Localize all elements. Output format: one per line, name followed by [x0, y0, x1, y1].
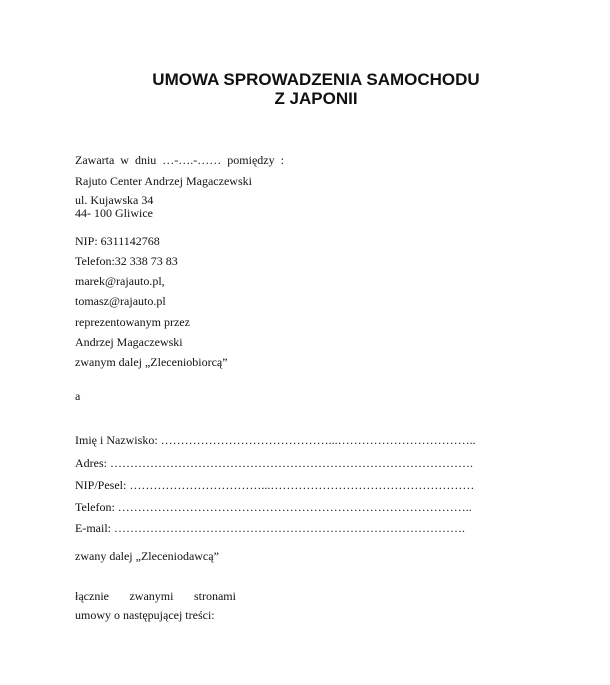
contractor-city: 44- 100 Gliwice	[75, 206, 153, 220]
client-phone-field: Telefon: ……………………………………………………………………………..	[75, 500, 472, 514]
document-title-line-2: Z JAPONII	[274, 89, 358, 108]
contractor-email-2: tomasz@rajauto.pl	[75, 294, 166, 308]
client-name-field: Imię i Nazwisko: ……………………………………...……………………………..	[75, 433, 476, 447]
contractor-street: ul. Kujawska 34	[75, 193, 154, 207]
client-called: zwany dalej „Zleceniodawcą”	[75, 549, 219, 563]
client-address-field: Adres: ……………………………………………………………………………….	[75, 456, 473, 470]
represented-by-label: reprezentowanym przez	[75, 315, 190, 329]
closing-word-2: zwanymi	[129, 589, 174, 603]
contractor-nip: NIP: 6311142768	[75, 234, 160, 248]
contractor-representative: Andrzej Magaczewski	[75, 335, 183, 349]
closing-line-1	[75, 589, 236, 603]
closing-word-3: stronami	[193, 589, 236, 603]
closing-line-2: umowy o następującej treści:	[75, 608, 215, 622]
client-email-field: E-mail: …………………………………………………………………………….	[75, 521, 465, 535]
contract-concluded-line: Zawarta w dniu …-….-…… pomiędzy :	[75, 153, 284, 167]
document-title-line-1: UMOWA SPROWADZENIA SAMOCHODU	[152, 70, 480, 89]
contractor-email-1: marek@rajauto.pl,	[75, 274, 165, 288]
client-nip-pesel-field: NIP/Pesel: ……………………………...……………………………………………	[75, 478, 475, 492]
contractor-called: zwanym dalej „Zleceniobiorcą”	[75, 355, 228, 369]
closing-word-1: łącznie	[75, 589, 109, 603]
contractor-phone: Telefon:32 338 73 83	[75, 254, 178, 268]
contractor-company: Rajuto Center Andrzej Magaczewski	[75, 174, 252, 188]
connector-a: a	[75, 389, 81, 403]
